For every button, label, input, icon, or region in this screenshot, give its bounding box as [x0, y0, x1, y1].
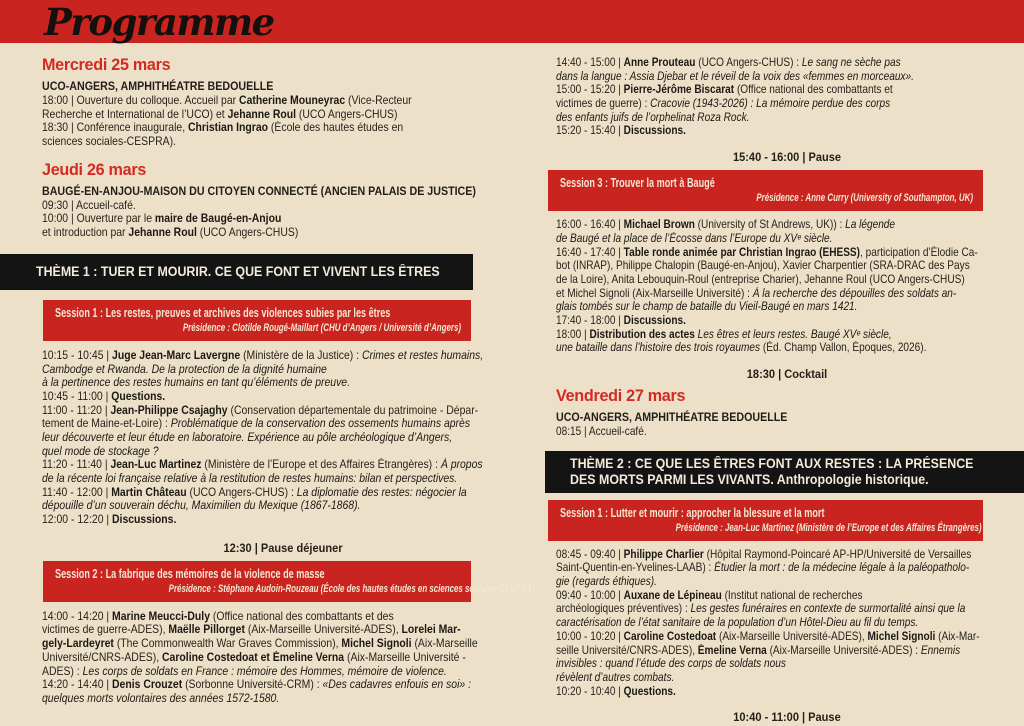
theme-banner-line: THÈME 2 : CE QUE LES ÊTRES FONT AUX RESTES : LA PRÉSENCE: [570, 455, 974, 471]
program-line: à la pertinence des restes humains en tant qu’éléments de preuve.: [42, 376, 351, 390]
program-line: 10:15 - 10:45 | Juge Jean-Marc Lavergne (Ministère de la Justice) : Crimes et restes humains,: [42, 348, 484, 362]
program-line: révèlent d’autres combats.: [556, 670, 675, 684]
program-line: une bataille dans l’histoire des trois royaumes (Éd. Champ Vallon, Époques, 2026).: [556, 341, 927, 355]
program-line: 18:30 | Conférence inaugurale, Christian Ingrao (École des hautes études en: [42, 121, 404, 135]
program-line: 15:00 - 15:20 | Pierre-Jérôme Biscarat (Office national des combattants et: [556, 83, 893, 97]
program-body-block: [556, 548, 1018, 699]
pause-line: 15:40 - 16:00 | Pause: [732, 150, 842, 165]
program-body-block: [556, 56, 1018, 138]
program-line: quelques morts volontaires des années 1572-1580.: [42, 691, 280, 705]
program-line: 10:00 - 10:20 | Caroline Costedoat (Aix-Marseille Université-ADES), Michel Signoli (Aix-Mar-: [556, 629, 980, 643]
program-line: 14:20 - 14:40 | Denis Crouzet (Sorbonne Université-CRM) : «Des cadavres enfouis en soi» :: [42, 678, 472, 692]
theme-banner-line: THÈME 1 : TUER ET MOURIR. CE QUE FONT ET VIVENT LES ÊTRES: [36, 263, 440, 279]
program-line: caractérisation de l’état sanitaire de la population d’un Hôtel-Dieu au fil du temps.: [556, 616, 919, 630]
program-line: de la Loire), Anita Lebouquin-Roul (entreprise Charier), Jehanne Roul (UCO Angers-CHUS): [556, 272, 965, 286]
venue-line: UCO-ANGERS, AMPHITHÉATRE BEDOUELLE: [556, 410, 788, 424]
program-line: 09:40 - 10:00 | Auxane de Lépineau (Institut national de recherches: [556, 588, 863, 602]
session-presidence: Présidence : Anne Curry (University of Southampton, UK): [756, 192, 973, 205]
program-line: et Michel Signoli (Aix-Marseille Université) : À la recherche des dépouilles des soldats an-: [556, 286, 957, 300]
program-line: de la récente loi française relative à la restitution de restes humains: bilan et perspectives.: [42, 472, 458, 485]
program-line: Saint-Quentin-en-Yvelines-LAAB) : Étudier la mort : de la médecine légale à la paléopatholo-: [556, 561, 970, 575]
pause-line: 10:40 - 11:00 | Pause: [733, 710, 841, 725]
program-line: quel mode de stockage ?: [42, 444, 159, 458]
program-body-block: [556, 218, 1018, 355]
program-line: glais tombés sur le champ de bataille du Vieil-Baugé en mars 1421.: [556, 300, 858, 314]
program-line: 10:45 - 11:00 | Questions.: [42, 389, 166, 403]
session-banner: [548, 500, 983, 541]
date-heading: Vendredi 27 mars: [556, 386, 686, 405]
program-line: victimes de guerre) : Cracovie (1943-2026) : La mémoire perdue des corps: [556, 97, 891, 111]
program-line: 16:40 - 17:40 | Table ronde animée par Christian Ingrao (EHESS), participation d’Élodie Ca-: [556, 245, 978, 259]
program-line: 15:20 - 15:40 | Discussions.: [556, 124, 686, 138]
pause-line: 18:30 | Cocktail: [746, 367, 828, 381]
program-body-block: [42, 349, 524, 527]
theme-banner-line: DES MORTS PARMI LES VIVANTS. Anthropologie historique.: [570, 471, 929, 487]
session-presidence: Présidence : Jean-Luc Martinez (Ministère de l’Europe et des Affaires Étrangères): [675, 521, 982, 534]
session-title: Session 2 : La fabrique des mémoires de la violence de masse: [55, 565, 325, 581]
program-line: 16:00 - 16:40 | Michael Brown (University of St Andrews, UK)) : La légende: [556, 218, 896, 232]
program-line: 08:15 | Accueil-café.: [556, 425, 647, 438]
program-line: tement de Maine-et-Loire) : Problématique de la conservation des ossements humains après: [42, 417, 471, 431]
program-line: Cambodge et Rwanda. De la protection de la dignité humaine: [42, 362, 327, 376]
left-column: [36, 55, 535, 718]
program-line: 18:00 | Ouverture du colloque. Accueil par Catherine Mouneyrac (Vice-Recteur: [42, 94, 412, 107]
program-line: 10:00 | Ouverture par le maire de Baugé-en-Anjou: [42, 212, 282, 226]
session-title: Session 1 : Lutter et mourir : approcher la blessure et la mort: [560, 504, 825, 520]
date-heading: Jeudi 26 mars: [42, 159, 147, 179]
program-body-block: [42, 610, 524, 706]
date-heading: Mercredi 25 mars: [42, 55, 171, 74]
theme-banner: [0, 254, 473, 290]
program-line: 09:30 | Accueil-café.: [42, 198, 136, 212]
page-title: Programme: [44, 0, 274, 44]
session-title: Session 1 : Les restes, preuves et archives des violences subies par les êtres: [55, 304, 391, 320]
program-line: Université/CNRS-ADES), Caroline Costedoat et Émeline Verna (Aix-Marseille Université -: [42, 650, 466, 664]
program-line: sciences sociales-CESPRA).: [42, 135, 176, 149]
program-line: victimes de guerre-ADES), Maëlle Pillorget (Aix-Marseille Université-ADES), Lorelei Mar-: [42, 623, 461, 637]
pause-line: 12:30 | Pause déjeuner: [223, 540, 343, 555]
session-presidence: Présidence : Stéphane Audoin-Rouzeau (École des hautes études en sciences sociales-CESPRA): [168, 582, 535, 595]
program-line: 17:40 - 18:00 | Discussions.: [556, 313, 686, 327]
program-line: 18:00 | Distribution des actes Les êtres et leurs restes. Baugé XVᵉ siècle,: [556, 327, 892, 341]
program-line: ADES) : Les corps de soldats en France : mémoire des Hommes, mémoire de violence.: [42, 664, 447, 678]
program-line: bot (INRAP), Philippe Chalopin (Baugé-en-Anjou), Xavier Charpentier (SRA-DRAC des Pays: [556, 259, 970, 273]
program-line: dans la langue : Assia Djebar et le réveil de la voix des «femmes en morceaux».: [556, 69, 914, 83]
program-line: 14:40 - 15:00 | Anne Prouteau (UCO Angers-CHUS) : Le sang ne sèche pas: [556, 56, 901, 69]
right-column: [556, 56, 1018, 726]
program-line: 12:00 - 12:20 | Discussions.: [42, 513, 177, 527]
program-line: seille Université/CNRS-ADES), Émeline Verna (Aix-Marseille Université-ADES) : Ennemis: [556, 643, 961, 657]
program-line: gie (regards éthiques).: [556, 575, 657, 589]
venue-line: UCO-ANGERS, AMPHITHÉATRE BEDOUELLE: [42, 79, 274, 93]
session-banner: [43, 561, 535, 602]
program-line: dépouille d’un souverain déchu, Maximilien du Mexique (1867-1868).: [42, 499, 361, 513]
venue-line: BAUGÉ-EN-ANJOU-MAISON DU CITOYEN CONNECTÉ (ANCIEN PALAIS DE JUSTICE): [42, 183, 476, 198]
program-body-block: [42, 199, 524, 240]
program-body-block: [42, 94, 524, 149]
theme-banner: [545, 451, 1024, 493]
program-line: 14:00 - 14:20 | Marine Meucci-Duly (Office national des combattants et des: [42, 609, 394, 623]
program-line: leur découverte et leur étude en laboratoire. Expérience au pôle archéologique d’Angers,: [42, 430, 453, 444]
session-title: Session 3 : Trouver la mort à Baugé: [560, 175, 715, 191]
program-body-block: [556, 425, 1018, 439]
program-line: Recherche et International de l’UCO) et Jehanne Roul (UCO Angers-CHUS): [42, 107, 398, 121]
program-line: des enfants juifs de l’orphelinat Roza Rock.: [556, 110, 750, 124]
program-line: 11:40 - 12:00 | Martin Château (UCO Angers-CHUS) : La diplomatie des restes: négocier la: [42, 485, 467, 499]
session-banner: [548, 170, 983, 211]
session-banner: [43, 300, 471, 341]
program-line: et introduction par Jehanne Roul (UCO Angers-CHUS): [42, 226, 299, 240]
program-line: archéologiques préventives) : Les gestes funéraires en contexte de surmortalité ainsi que la: [556, 602, 966, 616]
program-line: 10:20 - 10:40 | Questions.: [556, 684, 676, 698]
program-line: 08:45 - 09:40 | Philippe Charlier (Hôpital Raymond-Poincaré AP-HP/Université de Versailles: [556, 547, 972, 561]
program-line: invisibles : quand l’étude des corps de soldats nous: [556, 657, 786, 671]
program-line: de Baugé et la place de l’Écosse dans l’Europe du XVᵉ siècle.: [556, 231, 833, 245]
program-line: gely-Lardeyret (The Commonwealth War Graves Commission), Michel Signoli (Aix-Marseille: [42, 637, 478, 651]
program-line: 11:20 - 11:40 | Jean-Luc Martinez (Ministère de l’Europe et des Affaires Étrangères) : À propos: [42, 458, 483, 472]
program-line: 11:00 - 11:20 | Jean-Philippe Csajaghy (Conservation départementale du patrimoine - Dépar-: [42, 403, 479, 417]
session-presidence: Présidence : Clotilde Rougé-Maillart (CHU d’Angers / Université d’Angers): [182, 321, 461, 334]
